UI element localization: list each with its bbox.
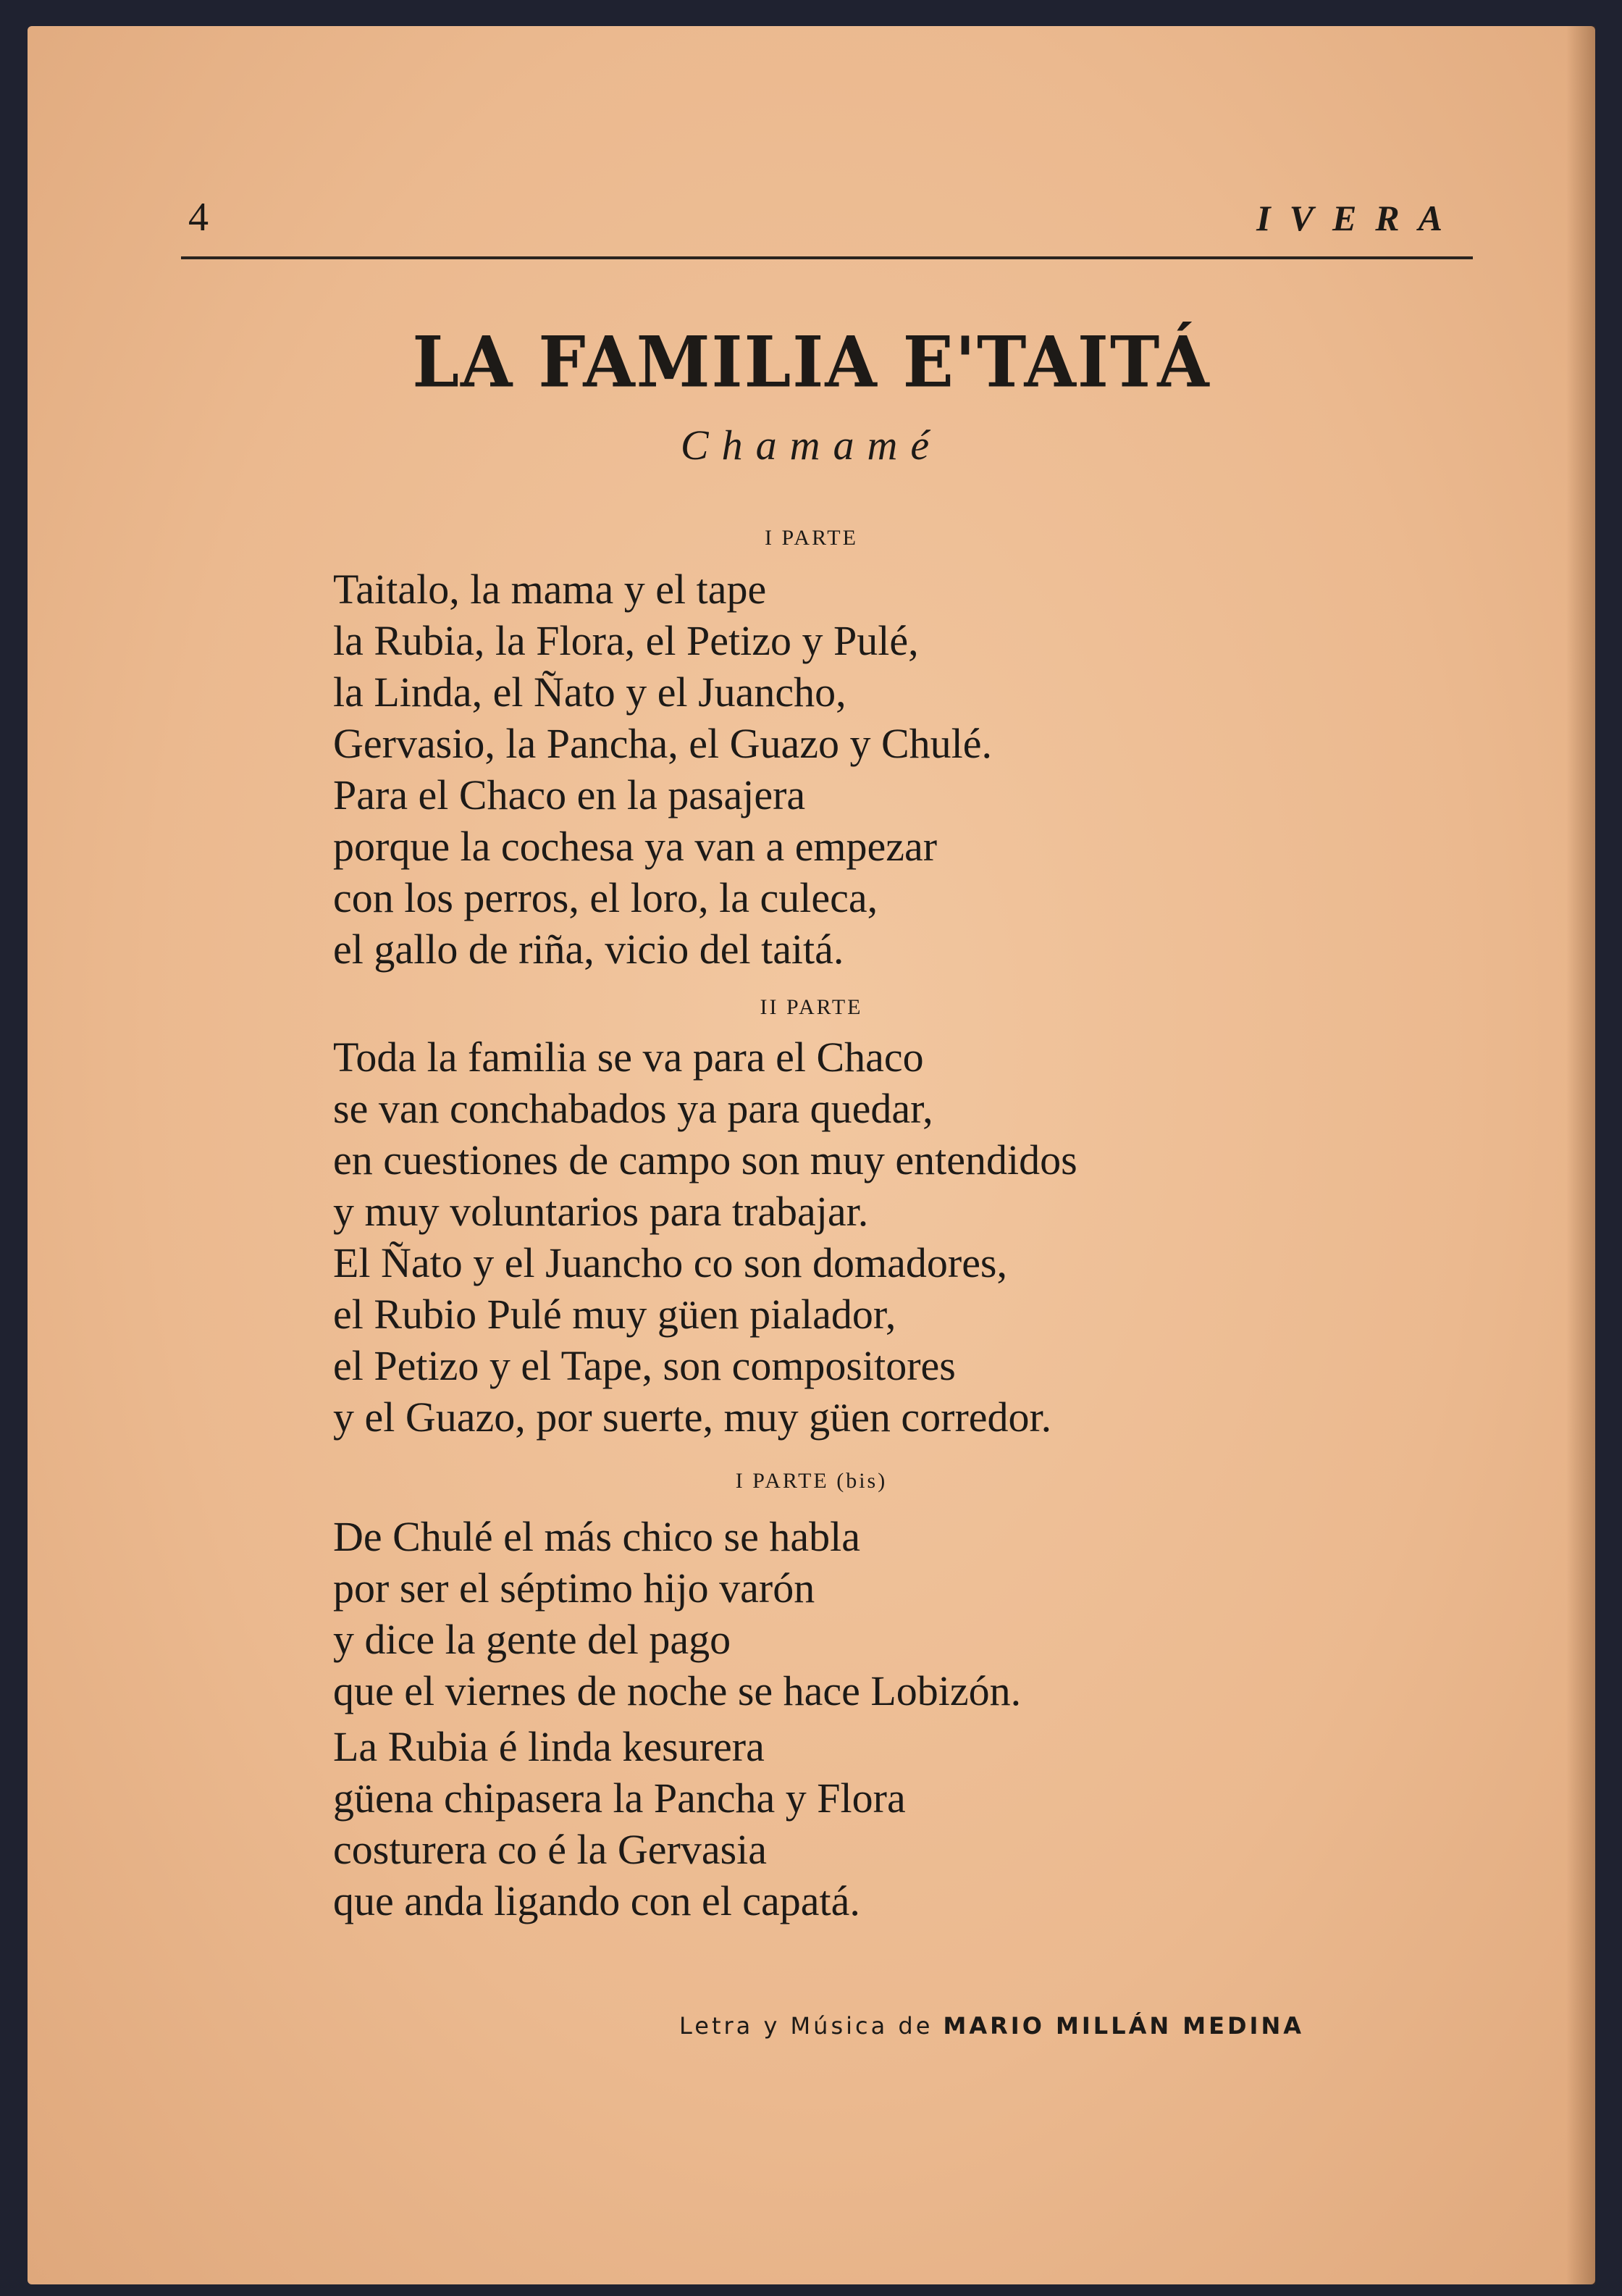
- verse-line: y muy voluntarios para trabajar.: [333, 1188, 869, 1235]
- stanza-2: [333, 1031, 1077, 1443]
- song-genre: Chamamé: [680, 422, 943, 469]
- verse-line: el Petizo y el Tape, son compositores: [333, 1342, 956, 1389]
- verse-line: y dice la gente del pago: [333, 1616, 731, 1663]
- credit-prefix: Letra y Música de: [679, 2012, 933, 2040]
- stanza-3: [333, 1511, 1021, 1927]
- song-credit: [679, 2012, 1304, 2040]
- verse-line: se van conchabados ya para quedar,: [333, 1085, 933, 1132]
- stanza-1: [333, 563, 992, 975]
- section-label: I PARTE (bis): [735, 1469, 888, 1493]
- verse-line: costurera co é la Gervasia: [333, 1826, 768, 1873]
- verse-line: que anda ligando con el capatá.: [333, 1877, 860, 1924]
- verse-line: De Chulé el más chico se habla: [333, 1513, 860, 1560]
- verse-line: el gallo de riña, vicio del taitá.: [333, 926, 844, 973]
- verse-line: que el viernes de noche se hace Lobizón.: [333, 1667, 1022, 1714]
- book-page: [28, 26, 1595, 2284]
- credit-author: MARIO MILLÁN MEDINA: [943, 2012, 1304, 2040]
- verse-line: con los perros, el loro, la culeca,: [333, 874, 878, 921]
- verse-line: la Linda, el Ñato y el Juancho,: [333, 669, 846, 716]
- verse-line: y el Guazo, por suerte, muy güen corredor.: [333, 1394, 1052, 1441]
- verse-line: Para el Chaco en la pasajera: [333, 771, 806, 818]
- verse-line: porque la cochesa ya van a empezar: [333, 823, 938, 870]
- verse-line: La Rubia é linda kesurera: [333, 1723, 765, 1770]
- verse-line: Gervasio, la Pancha, el Guazo y Chulé.: [333, 720, 992, 767]
- song-title: LA FAMILIA E'TAITÁ: [412, 321, 1211, 403]
- verse-line: Toda la familia se va para el Chaco: [333, 1034, 924, 1081]
- page-number: 4: [188, 195, 209, 240]
- header-rule: [181, 256, 1473, 259]
- section-label: II PARTE: [760, 995, 863, 1019]
- verse-line: el Rubio Pulé muy güen pialador,: [333, 1291, 896, 1338]
- verse-line: Taitalo, la mama y el tape: [333, 566, 767, 613]
- verse-line: güena chipasera la Pancha y Flora: [333, 1775, 906, 1822]
- verse-line: la Rubia, la Flora, el Petizo y Pulé,: [333, 617, 919, 664]
- section-label: I PARTE: [765, 526, 858, 550]
- verse-line: por ser el séptimo hijo varón: [333, 1564, 815, 1612]
- verse-line: El Ñato y el Juancho co son domadores,: [333, 1239, 1008, 1286]
- verse-line: en cuestiones de campo son muy entendidos: [333, 1136, 1077, 1183]
- running-title: IVERA: [1256, 198, 1461, 238]
